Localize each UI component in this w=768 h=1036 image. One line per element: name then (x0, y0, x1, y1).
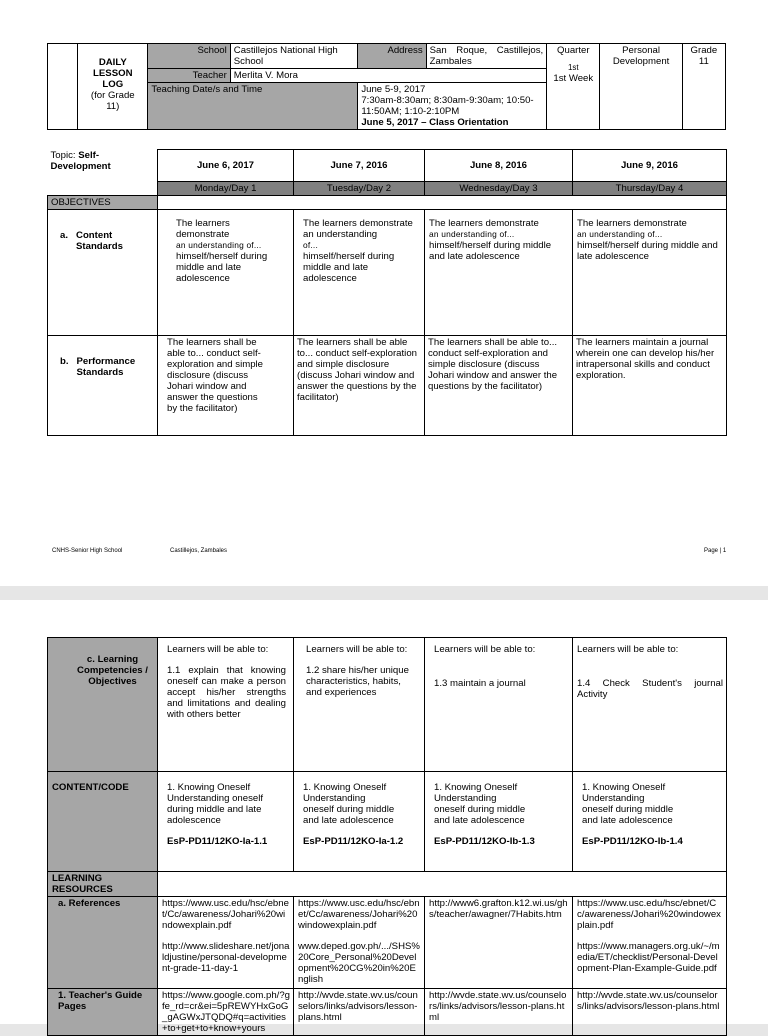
content-code-cell (573, 772, 727, 872)
guide-cell[interactable]: https://www.google.com.ph/?gfe_rd=cr&ei=5pREWYHxGoG_gAGWxJTQDQ#q=activities+to+get+to+know+yours (158, 989, 294, 1036)
log-title-line: DAILY (98, 57, 127, 68)
topic-value: Self-Development (50, 149, 111, 172)
reference-link[interactable]: https://www.managers.org.uk/~/media/ET/checklist/Personal-Development-Plan-Example-Guide.pdf (577, 941, 720, 974)
content-code-label: CONTENT/CODE (48, 772, 158, 872)
content-standard-cell (158, 210, 294, 336)
cs-text: an understanding of... (429, 229, 515, 239)
orientation-line: June 5, 2017 – Class Orientation (361, 117, 509, 128)
label-text: Performance Standards (76, 356, 136, 378)
subject-cell: Personal Development (600, 44, 682, 130)
reference-link[interactable]: https://www.usc.edu/hsc/ebnet/Cc/awareness/Johari%20windowexplain.pdf (298, 898, 420, 931)
competency-cell (294, 638, 425, 772)
content-code-cell (158, 772, 294, 872)
reference-link[interactable]: www.deped.gov.ph/.../SHS%20Core_Personal%20Development%20CG%20in%20English (298, 941, 420, 985)
log-title-line: LESSON (93, 68, 133, 79)
header-table (47, 43, 726, 130)
competency-intro: Learners will be able to: (167, 644, 269, 655)
topic-cell (48, 150, 158, 182)
label-letter: a. (60, 230, 69, 241)
cs-text: an understanding of... (577, 229, 663, 239)
reference-cell (158, 897, 294, 989)
reference-link[interactable]: http://www6.grafton.k12.wi.us/ghs/teacher/awagner/7Habits.htm (429, 898, 568, 920)
content-code: EsP-PD11/12KO-Ib-1.4 (582, 836, 683, 847)
content-code: EsP-PD11/12KO-Ib-1.3 (434, 836, 535, 847)
cs-text: of... (303, 240, 318, 250)
quarter-cell (547, 44, 600, 130)
address-label: Address (358, 44, 426, 69)
competency-text: 1.4 Check Student's journal Activity (577, 678, 723, 700)
day-date: June 6, 2017 (158, 150, 294, 182)
cs-text: himself/herself during middle and late adolescence (303, 251, 395, 284)
school-label: School (148, 44, 230, 69)
competency-intro: Learners will be able to: (434, 644, 536, 655)
content-topic: 1. Knowing Oneself Understanding oneself during middle and late adolescence (582, 782, 674, 826)
cs-text: The learners demonstrate an understanding (303, 218, 413, 240)
reference-cell (573, 897, 727, 989)
competency-cell (158, 638, 294, 772)
header-blank (48, 44, 78, 130)
label-text: Content Standards (76, 230, 123, 252)
content-code: EsP-PD11/12KO-Ia-1.1 (167, 836, 268, 847)
footer-school: CNHS-Senior High School (52, 548, 123, 554)
guide-cell[interactable]: http://wvde.state.wv.us/counselors/links/advisors/lesson-plans.html (425, 989, 573, 1036)
objectives-label: OBJECTIVES (48, 196, 158, 210)
school-value: Castillejos National High School (230, 44, 358, 69)
day-date: June 7, 2016 (294, 150, 425, 182)
performance-standard-cell: The learners shall be able to... conduct self-exploration and simple disclosure (discuss Johari window and answer the questions by the facilitator) (294, 336, 425, 436)
reference-link[interactable]: https://www.usc.edu/hsc/ebnet/Cc/awareness/Johari%20windowexplain.pdf (162, 898, 289, 931)
objectives-blank (158, 196, 727, 210)
day-date: June 9, 2016 (573, 150, 727, 182)
performance-standard-cell: The learners shall be able to... conduct self-exploration and simple disclosure (discuss Johari window and answer the questions by the facilitator) (425, 336, 573, 436)
log-title-line: (for Grade (90, 90, 135, 101)
reference-cell (294, 897, 425, 989)
address-value: San Roque, Castillejos, Zambales (426, 44, 547, 69)
learning-resources-blank (158, 872, 727, 897)
dates-value (358, 83, 547, 130)
guide-label: 1. Teacher's Guide Pages (48, 989, 158, 1036)
log-title (78, 44, 148, 130)
learning-resources-label: LEARNING RESOURCES (48, 872, 158, 897)
content-standard-cell (573, 210, 727, 336)
content-topic: 1. Knowing Oneself Understanding oneself during middle and late adolescence (303, 782, 395, 826)
reference-cell (425, 897, 573, 989)
performance-standard-cell: The learners shall be able to... conduct self-exploration and simple disclosure (discuss Johari window and answer the questions by the facilitator) (158, 336, 294, 436)
competency-intro: Learners will be able to: (306, 644, 408, 655)
quarter-value: 1st (567, 63, 579, 72)
performance-standards-label (48, 336, 158, 436)
label-letter: b. (60, 356, 69, 367)
content-code-cell (294, 772, 425, 872)
dates-line: 7:30am-8:30am; 8:30am-9:30am; 10:50-11:50AM; 1:10-2:10PM (361, 95, 534, 117)
topic-table (47, 149, 727, 436)
day-label: Wednesday/Day 3 (425, 182, 573, 196)
competency-cell (573, 638, 727, 772)
competency-text: 1.3 maintain a journal (434, 678, 526, 689)
day-label: Thursday/Day 4 (573, 182, 727, 196)
footer-town: Castillejos, Zambales (170, 548, 228, 554)
cs-text: himself/herself during middle and late adolescence (577, 240, 718, 262)
quarter-label: Quarter (557, 45, 590, 56)
cs-text: The learners demonstrate (176, 218, 230, 240)
cs-text: himself/herself during middle and late adolescence (176, 251, 268, 284)
competencies-label: c. Learning Competencies / Objectives (48, 638, 158, 772)
content-standards-label (48, 210, 158, 336)
cs-text: The learners demonstrate (577, 218, 687, 229)
quarter-week: 1st Week (553, 73, 594, 84)
competency-intro: Learners will be able to: (577, 644, 679, 655)
teacher-label: Teacher (148, 69, 230, 83)
log-title-line: 11) (106, 101, 120, 112)
cs-text: himself/herself during middle and late adolescence (429, 240, 552, 262)
content-topic: 1. Knowing Oneself Understanding oneself during middle and late adolescence (167, 782, 264, 826)
day-date: June 8, 2016 (425, 150, 573, 182)
blank (48, 182, 158, 196)
lesson-table-2 (47, 637, 727, 1036)
grade-cell: Grade 11 (682, 44, 725, 130)
reference-link[interactable]: https://www.usc.edu/hsc/ebnet/Cc/awareness/Johari%20windowexplain.pdf (577, 898, 721, 931)
topic-label: Topic: (50, 149, 79, 161)
reference-link[interactable]: http://www.slideshare.net/jonaldjustine/personal-development-grade-11-day-1 (162, 941, 290, 974)
content-code-cell (425, 772, 573, 872)
cs-text: The learners demonstrate (429, 218, 539, 229)
teacher-value: Merlita V. Mora (230, 69, 546, 83)
references-label: a. References (48, 897, 158, 989)
competency-text: 1.2 share his/her unique characteristics, habits, and experiences (306, 665, 409, 698)
guide-cell[interactable]: http://wvde.state.wv.us/counselors/links/advisors/lesson-plans.html (573, 989, 727, 1036)
performance-standard-cell: The learners maintain a journal wherein one can develop his/her intrapersonal skills and conduct exploration. (573, 336, 727, 436)
dates-label: Teaching Date/s and Time (148, 83, 358, 130)
cs-text: an understanding of... (176, 240, 262, 250)
footer-page: Page | 1 (704, 548, 727, 554)
page-2 (0, 600, 768, 1034)
day-label: Tuesday/Day 2 (294, 182, 425, 196)
guide-cell[interactable]: http://wvde.state.wv.us/counselors/links/advisors/lesson-plans.html (294, 989, 425, 1036)
content-standard-cell (425, 210, 573, 336)
competency-text: 1.1 explain that knowing oneself can make a person accept his/her strengths and limitations and dealing with others better (167, 665, 286, 720)
competency-cell (425, 638, 573, 772)
log-title-line: LOG (102, 79, 124, 90)
day-label: Monday/Day 1 (158, 182, 294, 196)
dates-line: June 5-9, 2017 (361, 84, 426, 95)
content-topic: 1. Knowing Oneself Understanding oneself during middle and late adolescence (434, 782, 526, 826)
content-standard-cell (294, 210, 425, 336)
content-code: EsP-PD11/12KO-Ia-1.2 (303, 836, 404, 847)
